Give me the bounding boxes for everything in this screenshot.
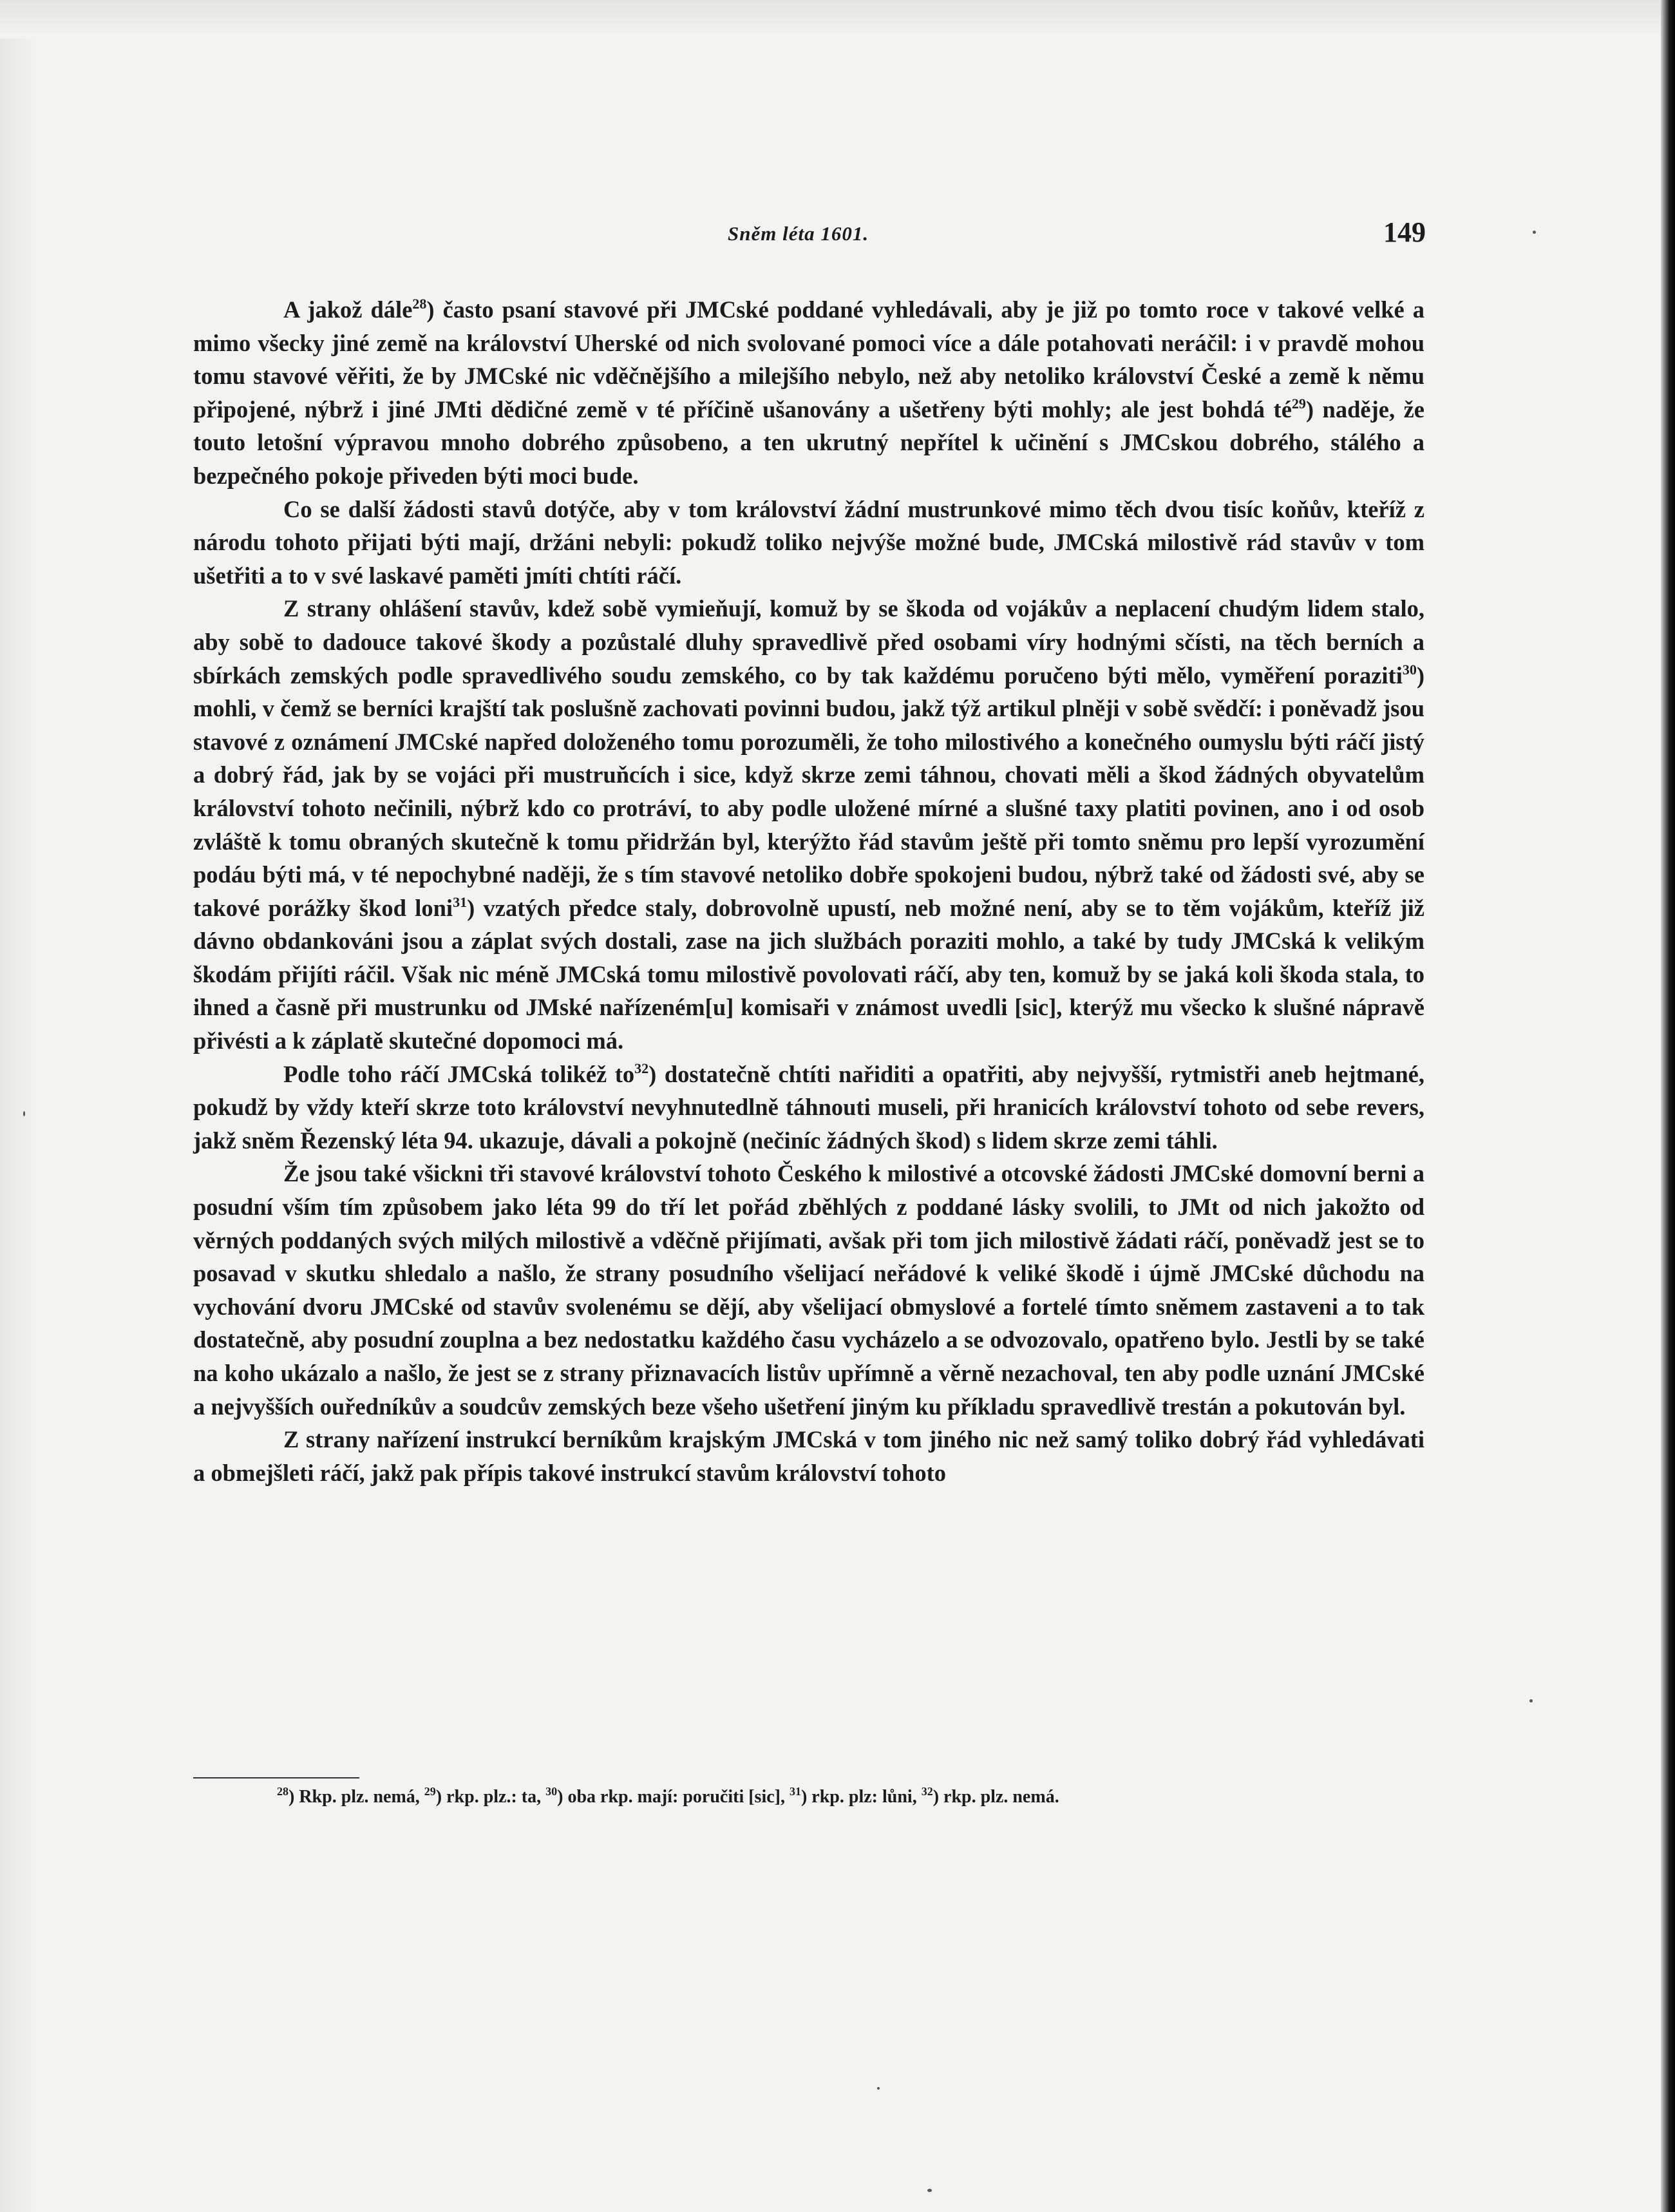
paragraph	[193, 1058, 1424, 1158]
footnote-marker: 29	[424, 1785, 436, 1798]
text-run: A jakož dále	[283, 296, 413, 323]
footnote	[424, 1787, 545, 1807]
scan-top-edge	[0, 0, 1675, 39]
footnote-marker: 28	[277, 1785, 289, 1798]
paragraph	[193, 493, 1424, 593]
text-run: ) dostatečně chtíti nařiditi a opatřiti, aby nejvyšší, rytmistři aneb hejtmané, pokudž by vždy kteří skrze toto království nevyhnutedlně táhnouti museli, při hranicích království tohoto od sebe revers, jakž sněm Řezenský léta 94. ukazuje, dávali a pokojně (nečiníc žádných škod) s lidem skrze zemi táhli.	[193, 1060, 1424, 1154]
text-run: ) mohli, v čemž se berníci krajští tak poslušně zachovati povinni budou, jakž týž artikul plněji v sobě svědčí: i poněvadž jsou stavové z oznámení JMCské napřed doloženého tomu porozuměli, že toho milostivého a konečného oumyslu býti ráčí jistý a dobrý řád, jak by se vojáci při mustruňcích i sice, když skrze zemi táhnou, chovati měli a škod žádných obyvatelům království tohoto nečinili, nýbrž kdo co protráví, to aby podle uložené mírné a slušné taxy platiti povinen, ano i od osob zvláště k tomu obraných skutečně k tomu přidržán byl, kterýžto řád stavům ještě při tomto sněmu pro lepší vyrozumění podáu býti má, v té nepochybné naději, že s tím stavové netoliko dobře spokojeni budou, nýbrž také od žádosti své, aby se takové porážky škod loni	[193, 662, 1424, 921]
paragraph	[193, 1157, 1424, 1423]
scan-speck	[877, 2087, 880, 2090]
text-run: Podle toho ráčí JMCská tolikéž to	[283, 1060, 635, 1087]
footnote-marker: 32	[634, 1060, 649, 1076]
text-run: ) oba rkp. mají: poručiti [sic],	[557, 1787, 790, 1807]
text-run: ) naděje, že touto letošní výpravou mnoho dobrého způsobeno, a ten ukrutný nepřítel k učinění s JMCskou dobrého, stálého a bezpečného pokoje přiveden býti moci bude.	[193, 396, 1424, 489]
scan-left-edge	[0, 0, 39, 2212]
paragraph	[193, 293, 1424, 493]
footnote-marker: 30	[545, 1785, 558, 1798]
footnote-marker: 31	[789, 1785, 801, 1798]
text-run: ) vzatých předce staly, dobrovolně upustí, neb možné není, aby se to těm vojákům, kteříž již dávno obdankováni jsou a záplat svých dostali, zase na jich službách poraziti mohlo, a také by tudy JMCská k velikým škodám přijíti ráčil. Však nic méně JMCská tomu milostivě povolovati ráčí, aby ten, komuž by se jaká koli škoda stala, to ihned a časně při mustrunku od JMské nařízeném[u] komisaři v známost uvedli [sic], kterýž mu všecko k slušné nápravě přivésti a k záplatě skutečné dopomoci má.	[193, 894, 1424, 1054]
scan-right-edge	[1661, 0, 1675, 2212]
footnote-marker: 31	[453, 893, 468, 910]
scan-speck	[23, 1111, 25, 1116]
footnote-marker: 30	[1402, 661, 1417, 678]
footnotes	[277, 1787, 1059, 1807]
paragraph	[193, 592, 1424, 1057]
footnote-rule	[193, 1777, 359, 1778]
text-run: ) často psaní stavové při JMCské poddané vyhledávali, aby je již po tomto roce v takové velké a mimo všecky jiné země na království Uherské od nich svolované pomoci více a dále potahovati neráčil: i v pravdě mohou tomu stavové věřiti, že by JMCské nic vděčnějšího a milejšího nebylo, než aby netoliko království České a země k němu připojené, nýbrž i jiné JMti dědičné země v té příčině ušanovány a ušetřeny býti mohly; ale jest bohdá té	[193, 296, 1424, 423]
footnote	[545, 1787, 790, 1807]
footnote-marker: 28	[412, 296, 427, 312]
body-text	[193, 293, 1424, 1489]
text-run: ) rkp. plz. nemá.	[932, 1787, 1059, 1807]
text-run: Že jsou také všickni tři stavové království tohoto Českého k milostivé a otcovské žádosti JMCské domovní berni a posudní vším tím způsobem jako léta 99 do tří let pořád zběhlých z poddané lásky svolili, to JMt od nich jakožto od věrných poddaných svých milých milostivě a vděčně přijímati, avšak při tom jich milostivě žádati ráčí, poněvadž jest se to posavad v skutku shledalo a našlo, že strany posudního všelijací neřádové k veliké škodě i újmě JMCské důchodu na vychování dvoru JMCské od stavův svolenému se dějí, aby všelijací obmyslové a fortelé tímto sněmem zastaveni a to tak dostatečně, aby posudní zouplna a bez nedostatku každého času vycházelo a se odvozovalo, opatřeno bylo. Jestli by se také na koho ukázalo a našlo, že jest se z strany přiznavacích listův upřímně a věrně nezachoval, ten aby podle uznání JMCské a nejvyšších ouředníkův a soudcův zemských beze všeho ušetření jiným ku příkladu spravedlivě trestán a pokutován byl.	[193, 1160, 1424, 1420]
running-header: Sněm léta 1601.	[728, 222, 869, 245]
scan-speck	[1533, 231, 1536, 234]
paragraph	[193, 1423, 1424, 1489]
text-run: Z strany ohlášení stavův, kdež sobě vymieňují, komuž by se škoda od vojákův a neplacení chudým lidem stalo, aby sobě to dadouce takové škody a pozůstalé dluhy spravedlivě před osobami víry hodnými sčísti, na těch berních a sbírkách zemských podle spravedlivého soudu zemského, co by tak každému poručeno býti mělo, vyměření poraziti	[193, 595, 1424, 689]
scan-speck	[927, 2189, 932, 2192]
footnote-marker: 29	[1291, 395, 1306, 412]
page-number: 149	[1383, 216, 1426, 248]
text-run: ) rkp. plz.: ta,	[435, 1787, 546, 1807]
text-run: Co se další žádosti stavů dotýče, aby v tom království žádní mustrunkové mimo těch dvou tisíc koňův, kteříž z národu tohoto přijati býti mají, držáni nebyli: pokudž toliko nejvýše možné bude, JMCská milostivě rád stavův v tom ušetřiti a to v své laskavé paměti jmíti chtíti ráčí.	[193, 495, 1424, 589]
footnote-marker: 32	[921, 1785, 933, 1798]
text-run: ) Rkp. plz. nemá,	[289, 1787, 424, 1807]
text-run: ) rkp. plz: lůni,	[800, 1787, 922, 1807]
scan-speck	[1529, 1699, 1533, 1702]
text-run: Z strany nařízení instrukcí berníkům krajským JMCská v tom jiného nic než samý toliko dobrý řád vyhledávati a obmejšleti ráčí, jakž pak přípis takové instrukcí stavům království tohoto	[193, 1426, 1424, 1486]
footnote	[790, 1787, 922, 1807]
footnote	[277, 1787, 424, 1807]
footnote	[922, 1787, 1059, 1807]
